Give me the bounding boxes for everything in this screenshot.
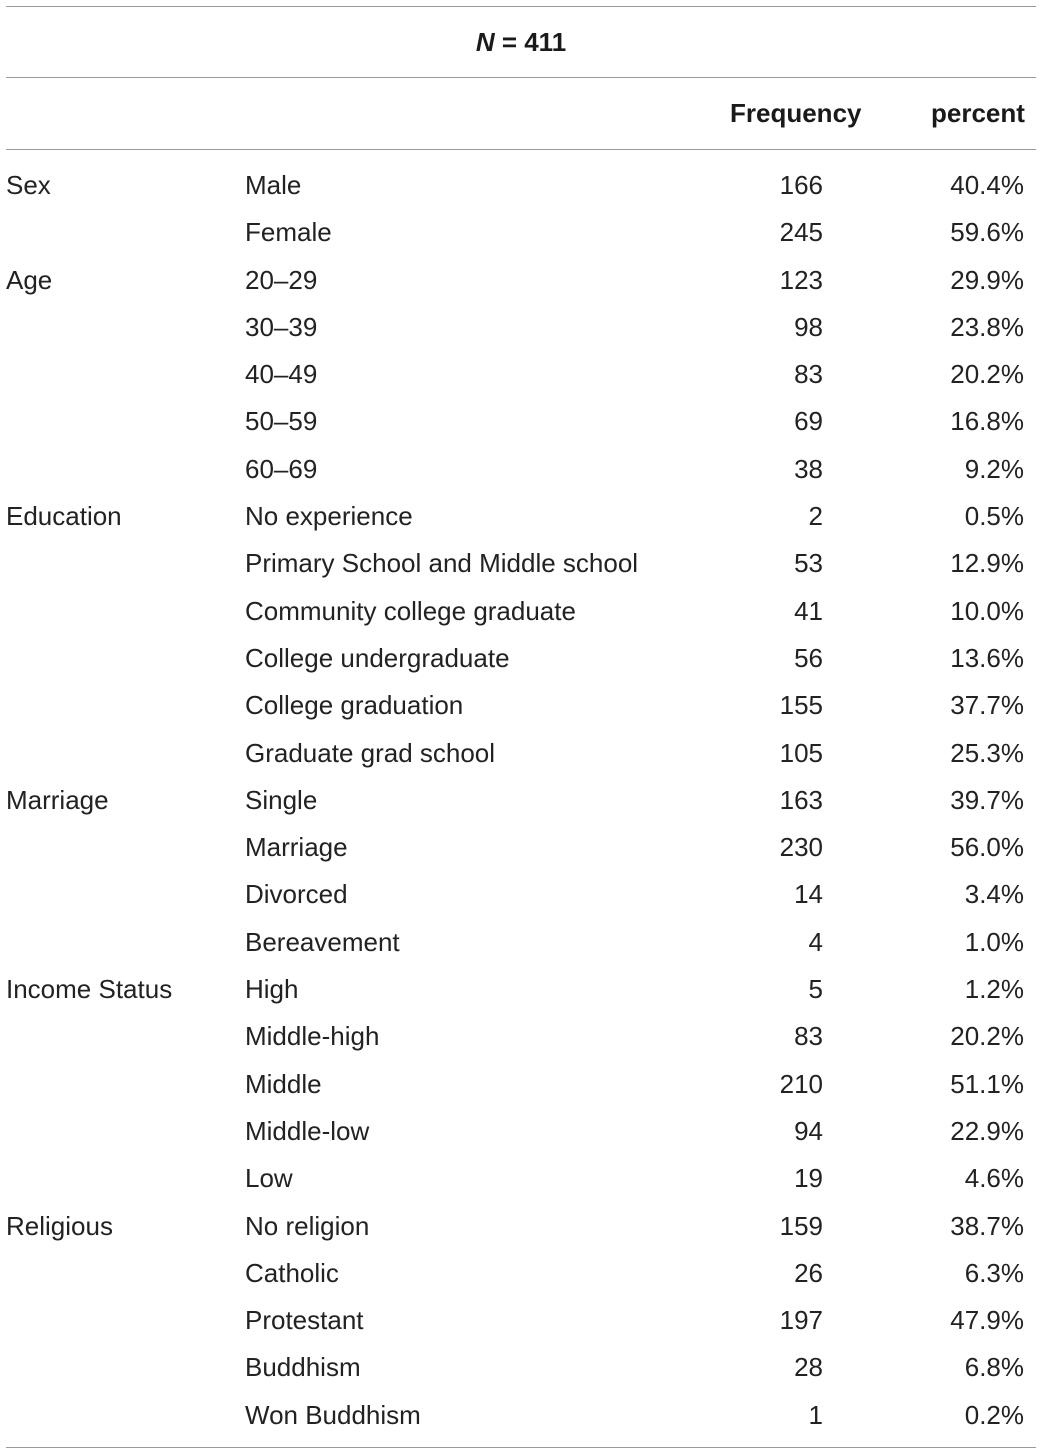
- table-row: [6, 966, 1036, 1013]
- frequency-cell: 159: [779, 1210, 823, 1241]
- percent-cell: 25.3%: [950, 737, 1024, 768]
- frequency-cell: 83: [794, 1021, 823, 1052]
- frequency-cell: 38: [794, 453, 823, 484]
- table-row: [6, 493, 1036, 540]
- frequency-cell: 166: [779, 170, 823, 200]
- table-row: [6, 1013, 1036, 1060]
- percent-cell: 1.2%: [964, 974, 1024, 1005]
- percent-cell: 10.0%: [950, 595, 1024, 626]
- percent-cell: 0.5%: [964, 501, 1024, 532]
- table-row: [6, 1061, 1036, 1108]
- table-row: [6, 1203, 1036, 1250]
- frequency-cell: 69: [794, 406, 823, 437]
- category-cell: Protestant: [245, 1305, 364, 1336]
- group-cell: Income Status: [6, 974, 173, 1005]
- category-cell: Catholic: [245, 1257, 339, 1288]
- category-cell: 50–59: [245, 406, 318, 437]
- percent-cell: 12.9%: [950, 548, 1024, 579]
- category-cell: Low: [245, 1163, 293, 1194]
- percent-cell: 59.6%: [950, 217, 1024, 248]
- percent-cell: 51.1%: [950, 1068, 1024, 1099]
- category-cell: Won Buddhism: [245, 1399, 421, 1430]
- percent-cell: 20.2%: [950, 359, 1024, 390]
- category-cell: College graduation: [245, 690, 464, 721]
- table-row: [6, 398, 1036, 445]
- frequency-cell: 41: [794, 595, 823, 626]
- group-cell: Education: [6, 501, 122, 532]
- frequency-cell: 14: [794, 879, 823, 910]
- table-row: [6, 871, 1036, 918]
- table-row: [6, 588, 1036, 635]
- category-cell: High: [245, 974, 299, 1005]
- table-row: [6, 1108, 1036, 1155]
- frequency-cell: 155: [779, 690, 823, 721]
- category-cell: No religion: [245, 1210, 370, 1241]
- percent-cell: 47.9%: [950, 1305, 1024, 1336]
- category-cell: Divorced: [245, 879, 348, 910]
- percent-cell: 56.0%: [950, 832, 1024, 863]
- frequency-cell: 5: [808, 974, 823, 1005]
- category-cell: Primary School and Middle school: [245, 548, 639, 579]
- sample-size-header: [6, 7, 1036, 77]
- category-cell: Middle-high: [245, 1021, 380, 1052]
- table-row: [6, 682, 1036, 729]
- table-row: [6, 635, 1036, 682]
- frequency-cell: 19: [794, 1163, 823, 1194]
- percent-cell: 29.9%: [950, 264, 1024, 295]
- percent-cell: 16.8%: [950, 406, 1024, 437]
- frequency-cell: 2: [808, 501, 823, 532]
- table-row: [6, 824, 1036, 871]
- percent-cell: 20.2%: [950, 1021, 1024, 1052]
- table-row: [6, 351, 1036, 398]
- percent-cell: 38.7%: [950, 1210, 1024, 1241]
- category-cell: 60–69: [245, 453, 318, 484]
- category-cell: Middle: [245, 1068, 322, 1099]
- category-cell: Bereavement: [245, 926, 400, 957]
- table-row: [6, 777, 1036, 824]
- percent-cell: 39.7%: [950, 784, 1024, 815]
- percent-cell: 40.4%: [950, 170, 1024, 200]
- percent-cell: 4.6%: [964, 1163, 1024, 1194]
- category-cell: College undergraduate: [245, 642, 510, 673]
- frequency-cell: 26: [794, 1257, 823, 1288]
- category-cell: Graduate grad school: [245, 737, 496, 768]
- table-row: [6, 209, 1036, 256]
- bottom-rule: [6, 1447, 1036, 1448]
- table-row: [6, 919, 1036, 966]
- frequency-cell: 197: [779, 1305, 823, 1336]
- table-row: [6, 1250, 1036, 1297]
- frequency-cell: 56: [794, 642, 823, 673]
- frequency-cell: 210: [779, 1068, 823, 1099]
- category-cell: Female: [245, 217, 332, 248]
- percent-cell: 37.7%: [950, 690, 1024, 721]
- group-cell: Sex: [6, 170, 51, 200]
- percent-cell: 0.2%: [964, 1399, 1024, 1430]
- frequency-cell: 163: [779, 784, 823, 815]
- table-row: [6, 446, 1036, 493]
- percent-cell: 3.4%: [964, 879, 1024, 910]
- table-row: [6, 304, 1036, 351]
- category-cell: No experience: [245, 501, 413, 532]
- category-cell: Male: [245, 170, 302, 200]
- table-row: [6, 730, 1036, 777]
- frequency-cell: 98: [794, 311, 823, 342]
- percent-cell: 1.0%: [964, 926, 1024, 957]
- frequency-cell: 4: [808, 926, 823, 957]
- percent-cell: 6.8%: [964, 1352, 1024, 1383]
- table-body: [6, 150, 1036, 1447]
- category-cell: Community college graduate: [245, 595, 576, 626]
- category-cell: 30–39: [245, 311, 318, 342]
- category-cell: Middle-low: [245, 1115, 370, 1146]
- frequency-cell: 83: [794, 359, 823, 390]
- percent-cell: 9.2%: [964, 453, 1024, 484]
- category-cell: Marriage: [245, 832, 348, 863]
- category-cell: Buddhism: [245, 1352, 361, 1383]
- column-header-row: [6, 78, 1036, 149]
- table-row: [6, 540, 1036, 587]
- group-cell: Age: [6, 264, 53, 295]
- frequency-cell: 105: [779, 737, 823, 768]
- group-cell: Marriage: [6, 784, 109, 815]
- table-row: [6, 1297, 1036, 1344]
- frequency-cell: 1: [808, 1399, 823, 1430]
- table-row: [6, 257, 1036, 304]
- table-row: [6, 1392, 1036, 1439]
- table-row: [6, 162, 1036, 209]
- sample-size-symbol: N: [475, 27, 495, 57]
- frequency-cell: 123: [779, 264, 823, 295]
- category-cell: 40–49: [245, 359, 318, 390]
- percent-header: percent: [931, 98, 1025, 128]
- percent-cell: 23.8%: [950, 311, 1024, 342]
- category-cell: 20–29: [245, 264, 318, 295]
- frequency-cell: 53: [794, 548, 823, 579]
- sample-size-value: = 411: [494, 27, 567, 57]
- frequency-cell: 245: [779, 217, 823, 248]
- demographics-table: [6, 6, 1036, 1448]
- table-row: [6, 1344, 1036, 1391]
- frequency-cell: 230: [779, 832, 823, 863]
- percent-cell: 22.9%: [950, 1115, 1024, 1146]
- frequency-cell: 94: [794, 1115, 823, 1146]
- percent-cell: 6.3%: [964, 1257, 1024, 1288]
- category-cell: Single: [245, 784, 318, 815]
- group-cell: Religious: [6, 1210, 113, 1241]
- percent-cell: 13.6%: [950, 642, 1024, 673]
- frequency-header: Frequency: [730, 98, 862, 128]
- table-row: [6, 1155, 1036, 1202]
- frequency-cell: 28: [794, 1352, 823, 1383]
